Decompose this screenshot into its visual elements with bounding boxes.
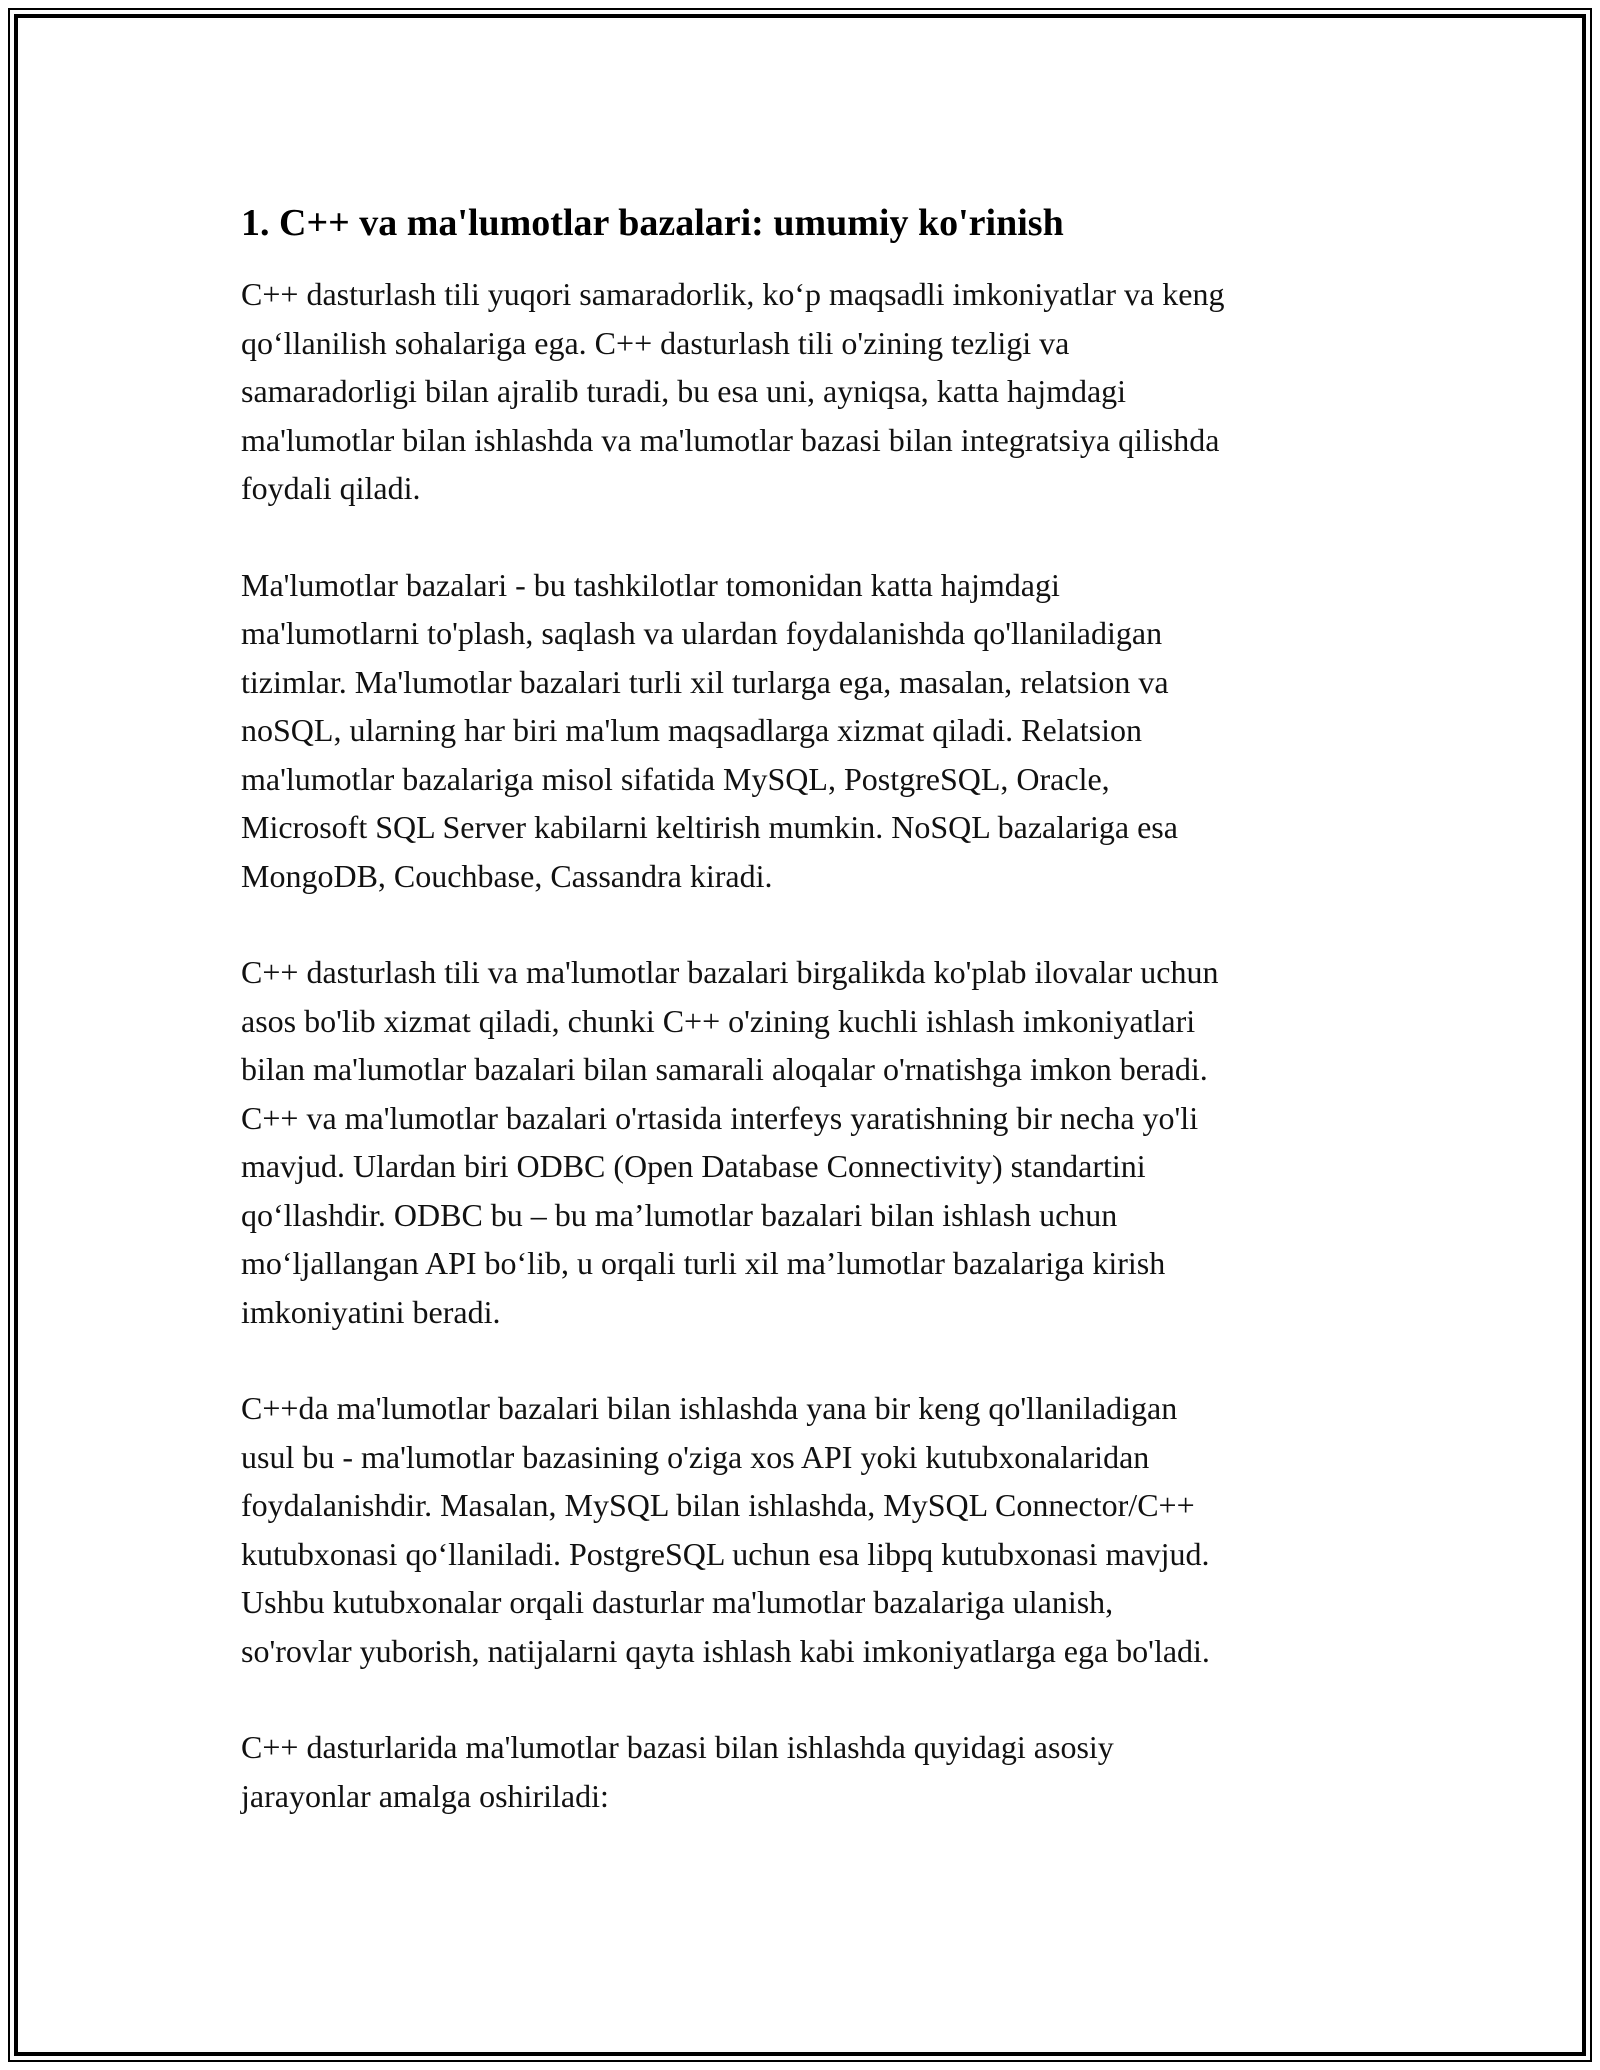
text-line: so'rovlar yuborish, natijalarni qayta ishlash kabi imkoniyatlarga ega bo'ladi. bbox=[241, 1632, 1210, 1669]
text-line: tizimlar. Ma'lumotlar bazalari turli xil turlarga ega, masalan, relatsion va bbox=[241, 663, 1169, 700]
text-line: C++da ma'lumotlar bazalari bilan ishlashda yana bir keng qo'llaniladigan bbox=[241, 1390, 1178, 1426]
document-body bbox=[241, 198, 1391, 1868]
text-line: C++ dasturlash tili va ma'lumotlar bazalari birgalikda ko'plab ilovalar uchun bbox=[241, 954, 1219, 990]
text-line: asos bo'lib xizmat qiladi, chunki C++ o'zining kuchli ishlash imkoniyatlari bbox=[241, 1002, 1196, 1039]
text-line: foydalanishdir. Masalan, MySQL bilan ishlashda, MySQL Connector/C++ bbox=[241, 1487, 1195, 1523]
text-line: qo‘llanilish sohalariga ega. C++ dasturlash tili o'zining tezligi va bbox=[241, 324, 1070, 361]
text-line: C++ dasturlarida ma'lumotlar bazasi bilan ishlashda quyidagi asosiy bbox=[241, 1729, 1114, 1765]
text-line: noSQL, ularning har biri ma'lum maqsadlarga xizmat qiladi. Relatsion bbox=[241, 712, 1142, 748]
text-line: foydali qiladi. bbox=[241, 470, 421, 506]
section-heading: 1. C++ va ma'lumotlar bazalari: umumiy ko'rinish bbox=[241, 202, 1064, 244]
text-line: mavjud. Ulardan biri ODBC (Open Database Connectivity) standartini bbox=[241, 1148, 1146, 1184]
text-line: kutubxonasi qo‘llaniladi. PostgreSQL uchun esa libpq kutubxonasi mavjud. bbox=[241, 1535, 1210, 1572]
text-line: C++ dasturlash tili yuqori samaradorlik, ko‘p maqsadli imkoniyatlar va keng bbox=[241, 276, 1225, 312]
paragraph-5 bbox=[241, 1723, 1391, 1820]
text-line: ma'lumotlar bilan ishlashda va ma'lumotlar bazasi bilan integratsiya qilishda bbox=[241, 421, 1220, 458]
text-line: Microsoft SQL Server kabilarni keltirish mumkin. NoSQL bazalariga esa bbox=[241, 809, 1178, 845]
text-line: qo‘llashdir. ODBC bu – bu ma’lumotlar bazalari bilan ishlash uchun bbox=[241, 1196, 1118, 1233]
paragraph-container bbox=[241, 270, 1391, 1820]
text-line: samaradorligi bilan ajralib turadi, bu esa uni, ayniqsa, katta hajmdagi bbox=[241, 373, 1127, 409]
text-line: jarayonlar amalga oshiriladi: bbox=[241, 1777, 609, 1814]
text-line: mo‘ljallangan API bo‘lib, u orqali turli xil ma’lumotlar bazalariga kirish bbox=[241, 1245, 1166, 1281]
page-border-inner bbox=[14, 14, 1586, 2056]
text-line: MongoDB, Couchbase, Cassandra kiradi. bbox=[241, 857, 773, 894]
paragraph-3 bbox=[241, 948, 1391, 1336]
text-line: Ushbu kutubxonalar orqali dasturlar ma'lumotlar bazalariga ulanish, bbox=[241, 1584, 1114, 1620]
paragraph-1 bbox=[241, 270, 1391, 513]
text-line: usul bu - ma'lumotlar bazasining o'ziga xos API yoki kutubxonalaridan bbox=[241, 1438, 1150, 1475]
text-line: Ma'lumotlar bazalari - bu tashkilotlar tomonidan katta hajmdagi bbox=[241, 566, 1060, 603]
text-line: C++ va ma'lumotlar bazalari o'rtasida interfeys yaratishning bir necha yo'li bbox=[241, 1099, 1199, 1136]
text-line: bilan ma'lumotlar bazalari bilan samarali aloqalar o'rnatishga imkon beradi. bbox=[241, 1051, 1208, 1087]
text-line: ma'lumotlarni to'plash, saqlash va ulardan foydalanishda qo'llaniladigan bbox=[241, 615, 1163, 651]
text-line: imkoniyatini beradi. bbox=[241, 1293, 501, 1330]
paragraph-2 bbox=[241, 561, 1391, 901]
page-border-outer bbox=[8, 8, 1592, 2062]
text-line: ma'lumotlar bazalariga misol sifatida MySQL, PostgreSQL, Oracle, bbox=[241, 760, 1110, 797]
paragraph-4 bbox=[241, 1384, 1391, 1675]
